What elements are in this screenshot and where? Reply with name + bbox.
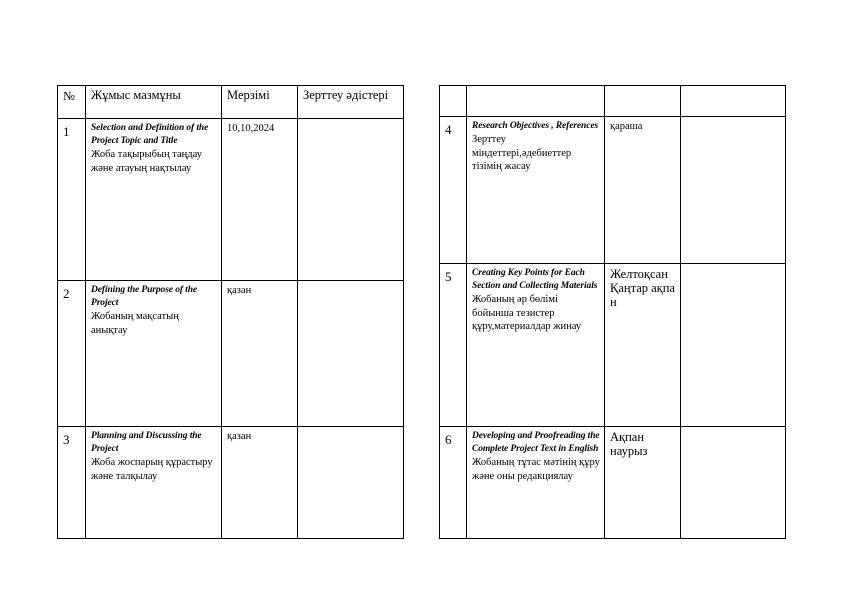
header-work-content: Жұмыс мазмұны bbox=[86, 86, 222, 119]
task-title-kazakh: Жоба тақырыбың таңдау және атауың нақтылау bbox=[91, 149, 202, 174]
header-work-content bbox=[467, 86, 605, 117]
task-title-english: Creating Key Points for Each Section and Collecting Materials bbox=[472, 268, 598, 291]
task-title-english: Selection and Definition of the Project Topic and Title bbox=[91, 123, 209, 146]
header-research-methods bbox=[681, 86, 786, 117]
row-deadline: 10,10,2024 bbox=[222, 119, 298, 281]
row-content bbox=[86, 281, 222, 427]
row-deadline: Ақпан наурыз bbox=[605, 427, 681, 539]
row-methods bbox=[681, 264, 786, 427]
row-number: 2 bbox=[58, 281, 86, 427]
task-title-kazakh: Жобаның тұтас мәтінің құру және оны редакциялау bbox=[472, 457, 600, 482]
task-title-kazakh: Жоба жоспарың құрастыру және талқылау bbox=[91, 457, 213, 482]
work-plan-table-left bbox=[57, 85, 404, 539]
row-content bbox=[86, 427, 222, 539]
row-number: 1 bbox=[58, 119, 86, 281]
row-deadline: қазан bbox=[222, 281, 298, 427]
header-number bbox=[440, 86, 467, 117]
header-deadline: Мерзімі bbox=[222, 86, 298, 119]
row-methods bbox=[681, 427, 786, 539]
table-header-row bbox=[440, 86, 786, 117]
row-number: 3 bbox=[58, 427, 86, 539]
row-deadline: қараша bbox=[605, 117, 681, 264]
row-number: 5 bbox=[440, 264, 467, 427]
work-plan-table-right bbox=[439, 85, 786, 539]
task-title-english: Developing and Proofreading the Complete Project Text in English bbox=[472, 431, 600, 454]
row-methods bbox=[298, 119, 404, 281]
task-title-kazakh: Жобаның мақсатың анықтау bbox=[91, 311, 179, 336]
table-row bbox=[58, 427, 404, 539]
row-content bbox=[86, 119, 222, 281]
row-methods bbox=[298, 281, 404, 427]
task-title-english: Defining the Purpose of the Project bbox=[91, 285, 198, 308]
row-methods bbox=[681, 117, 786, 264]
task-title-kazakh: Зерттеу міндеттері,әдебиеттер тізімің жасау bbox=[472, 134, 572, 172]
header-number: № bbox=[58, 86, 86, 119]
table-row bbox=[440, 264, 786, 427]
row-number: 6 bbox=[440, 427, 467, 539]
header-deadline bbox=[605, 86, 681, 117]
task-title-english: Planning and Discussing the Project bbox=[91, 431, 202, 454]
row-content bbox=[467, 427, 605, 539]
header-research-methods: Зерттеу әдістері bbox=[298, 86, 404, 119]
table-row bbox=[440, 427, 786, 539]
task-title-english: Research Objectives , References bbox=[472, 121, 599, 131]
row-deadline: Желтоқсан Қаңтар ақпан bbox=[605, 264, 681, 427]
row-deadline: қазан bbox=[222, 427, 298, 539]
task-title-kazakh: Жобаның әр бөлімі бойынша тезистер құру,материалдар жинау bbox=[472, 294, 582, 332]
row-content bbox=[467, 117, 605, 264]
row-content bbox=[467, 264, 605, 427]
table-row bbox=[440, 117, 786, 264]
row-methods bbox=[298, 427, 404, 539]
table-header-row bbox=[58, 86, 404, 119]
table-row bbox=[58, 281, 404, 427]
row-number: 4 bbox=[440, 117, 467, 264]
table-row bbox=[58, 119, 404, 281]
